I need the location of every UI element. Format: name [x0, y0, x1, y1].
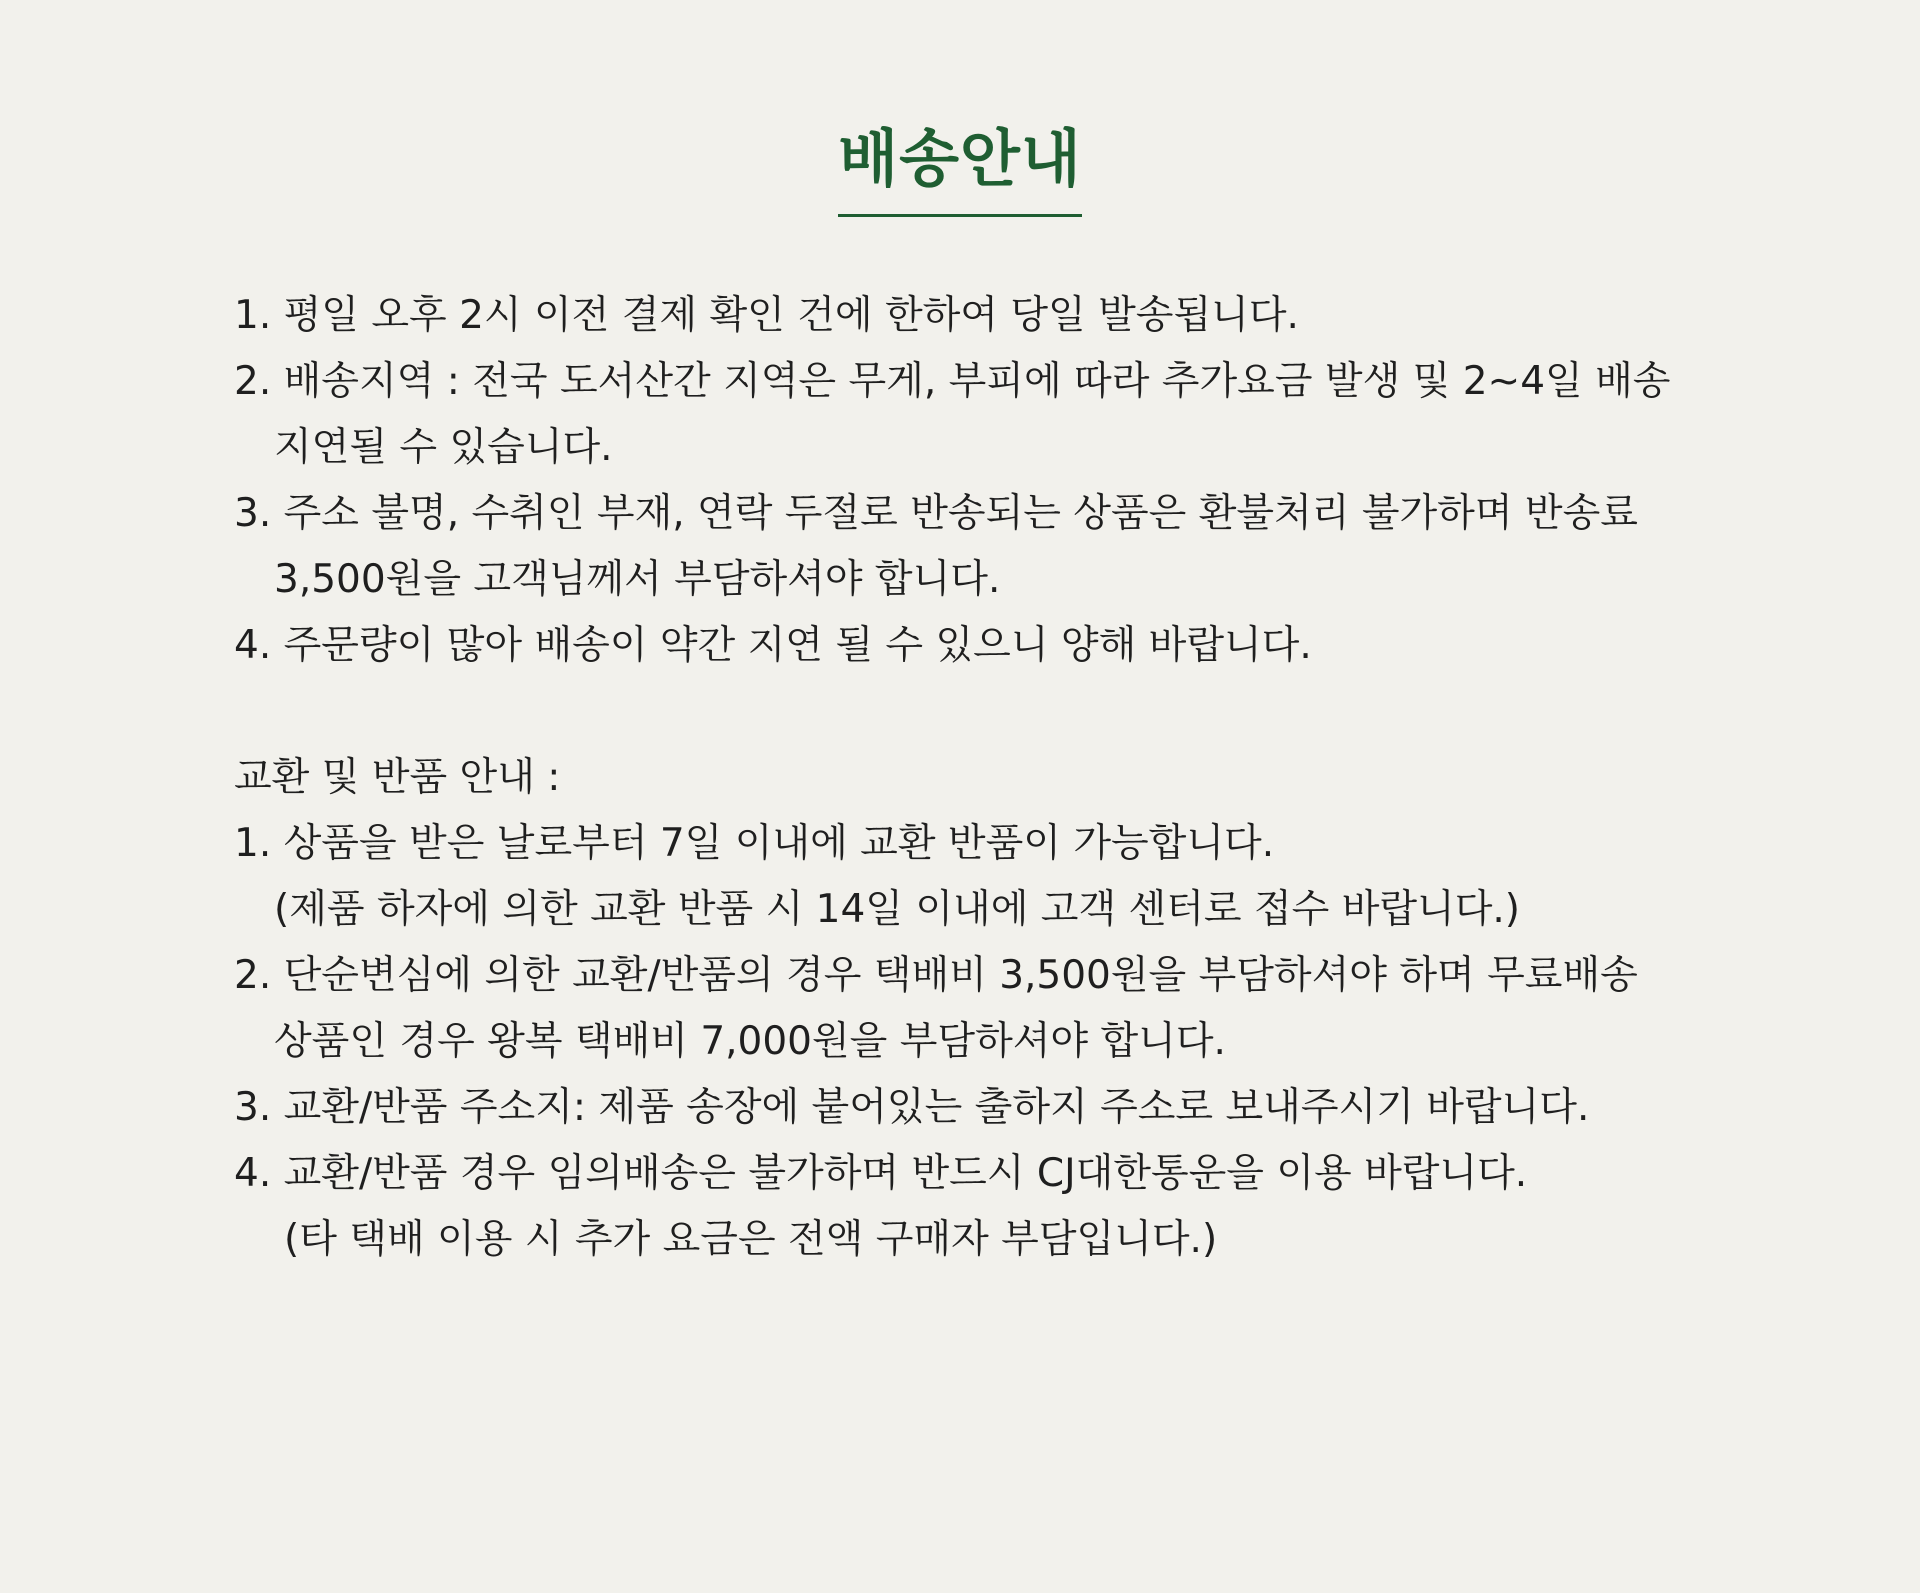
- title-wrapper: [0, 122, 1920, 217]
- exchange-item-1-note: (제품 하자에 의한 교환 반품 시 14일 이내에 고객 센터로 접수 바랍니다.): [274, 887, 1521, 932]
- shipping-item-2: 2. 배송지역 : 전국 도서산간 지역은 무게, 부피에 따라 추가요금 발생 및 2~4일 배송: [234, 359, 1671, 404]
- shipping-item-2-cont: 지연될 수 있습니다.: [274, 425, 613, 470]
- shipping-item-3: 3. 주소 불명, 수취인 부재, 연락 두절로 반송되는 상품은 환불처리 불가하며 반송료: [234, 491, 1638, 536]
- exchange-item-4-note: (타 택배 이용 시 추가 요금은 전액 구매자 부담입니다.): [284, 1217, 1218, 1262]
- notice-content: [234, 283, 1714, 1273]
- shipping-item-1: 1. 평일 오후 2시 이전 결제 확인 건에 한하여 당일 발송됩니다.: [234, 293, 1299, 338]
- exchange-item-2: 2. 단순변심에 의한 교환/반품의 경우 택배비 3,500원을 부담하셔야 하며 무료배송: [234, 953, 1638, 998]
- exchange-item-3: 3. 교환/반품 주소지: 제품 송장에 붙어있는 출하지 주소로 보내주시기 바랍니다.: [234, 1085, 1590, 1130]
- exchange-item-2-cont: 상품인 경우 왕복 택배비 7,000원을 부담하셔야 합니다.: [274, 1019, 1226, 1064]
- section-spacer: [234, 679, 1714, 745]
- shipping-item-3-cont: 3,500원을 고객님께서 부담하셔야 합니다.: [274, 557, 1001, 602]
- exchange-heading: 교환 및 반품 안내 :: [234, 755, 561, 800]
- exchange-item-4: 4. 교환/반품 경우 임의배송은 불가하며 반드시 CJ대한통운을 이용 바랍니다.: [234, 1151, 1528, 1196]
- shipping-item-4: 4. 주문량이 많아 배송이 약간 지연 될 수 있으니 양해 바랍니다.: [234, 623, 1312, 668]
- page-title: 배송안내: [838, 128, 1082, 217]
- exchange-item-1: 1. 상품을 받은 날로부터 7일 이내에 교환 반품이 가능합니다.: [234, 821, 1275, 866]
